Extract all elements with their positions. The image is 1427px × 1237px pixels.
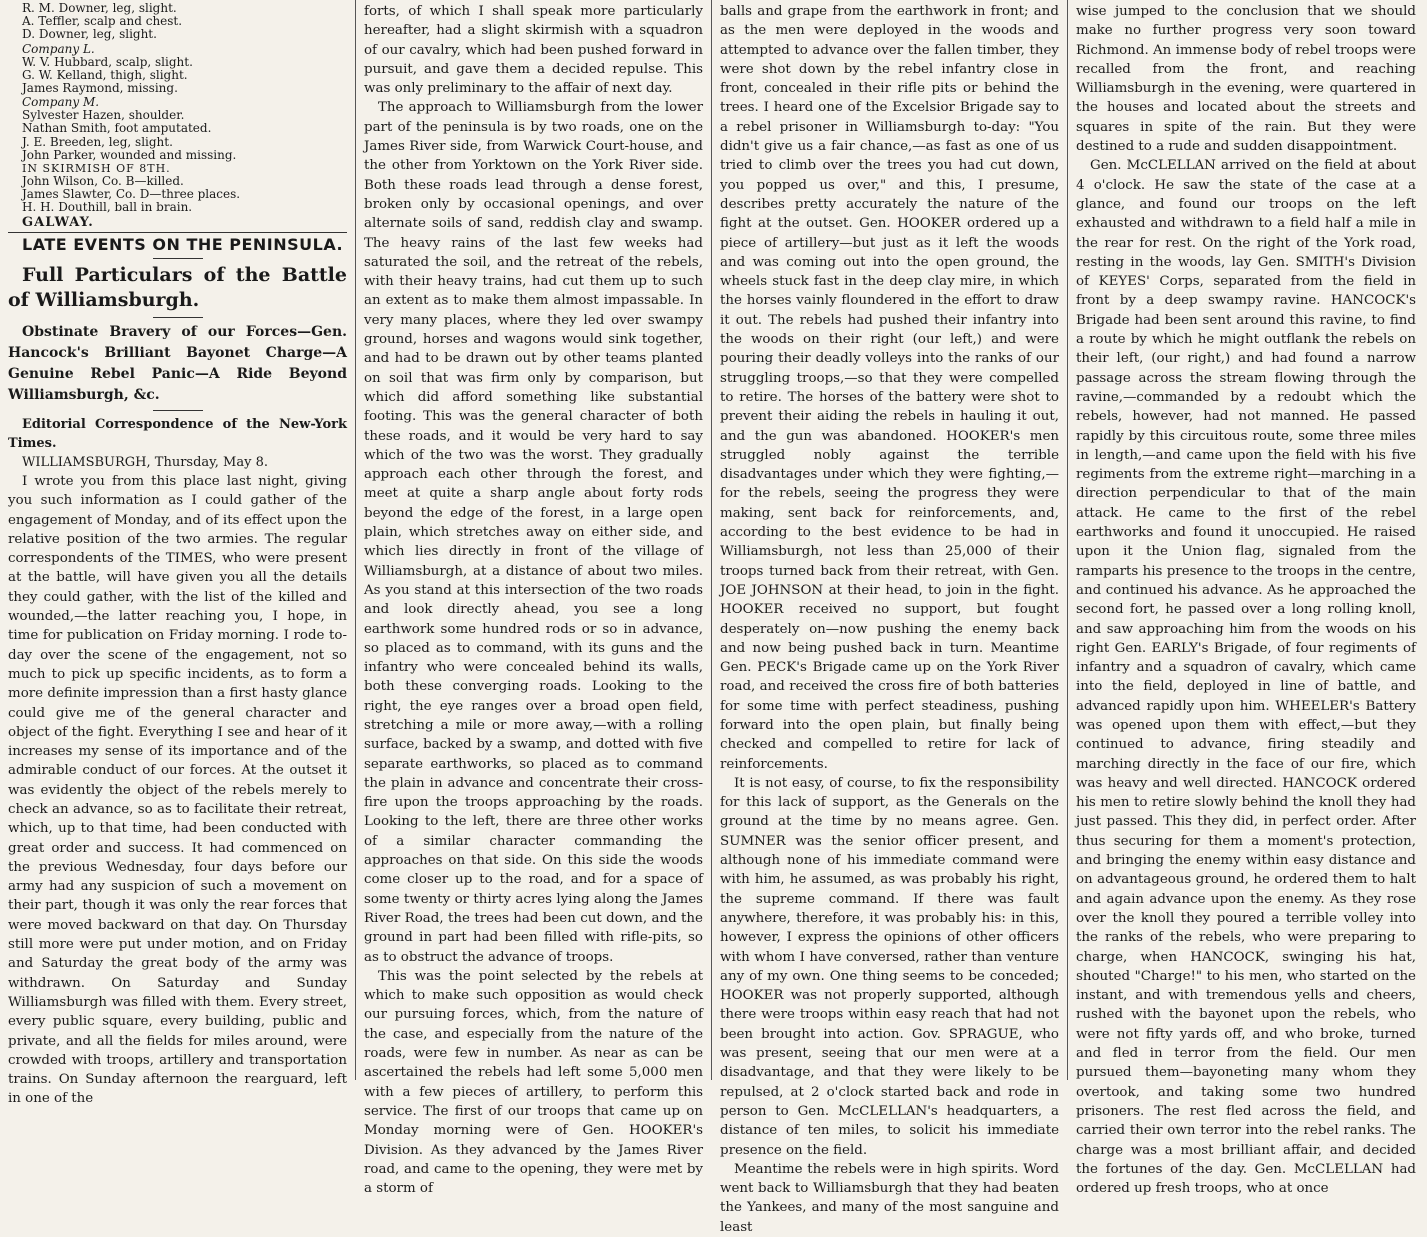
article-paragraph: Gen. McCLELLAN arrived on the field at about 4 o'clock. He saw the state of the case at a glance, and found our troops on the left exhausted and withdrawn to a field half a mile in the rear for rest. On the right of the York road, resting in the woods, lay Gen. SMITH's Division of KEYES' Corps, separated from the field in front by a deep swampy ravine. HANCOCK's Brigade had been sent around this ravine, to find a route by which he might outflank the rebels on their left, (our right,) and had found a narrow passage across the stream flowing through the ravine,—commanded by a redoubt which the rebels, however, had not manned. He passed rapidly by this circuitous route, some three miles in length,—and came upon the field with his five regiments from the extreme right—marching in a direction perpendicular to that of the main attack. He came to the first of the rebel earthworks and found it unoccupied. He raised upon it the Union flag, signaled from the ramparts his presence to the troops in the centre, and continued his advance. As he approached the second fort, he passed over a long rolling knoll, and saw approaching him from the woods on his right Gen. EARLY's Brigade, of four regiments of infantry and a squadron of cavalry, which came into the field, deployed in line of battle, and advanced rapidly upon him. WHEELER's Battery was opened upon them with effect,—but they continued to advance, firing steadily and marching directly in the face of our fire, which was heavy and well directed. HANCOCK ordered his men to retire slowly behind the knoll they had just passed. This they did, in perfect order. After thus securing for them a moment's protection, and bringing the enemy within easy distance and on advantageous ground, he ordered them to halt and again advance upon the enemy. As they rose over the knoll they poured a terrible volley into the ranks of the rebels, who were preparing to charge, when HANCOCK, swinging his hat, shouted "Charge!" to his men, who started on the instant, and with tremendous yells and cheers, rushed with the bayonet upon the rebels, who were not fifty yards off, and who broke, turned and fled in terror from the field. Our men pursued them—bayoneting many whom they overtook, and taking some two hundred prisoners. The rest fled across the field, and carried their own terror into the rebel ranks. The charge was a most brilliant affair, and decided the fortunes of the day. Gen. McCLELLAN had ordered up fresh troops, who at once bbox=[1076, 158, 1416, 1197]
column-2 bbox=[356, 0, 712, 1197]
casualty-entry: A. Teffler, scalp and chest. bbox=[22, 14, 183, 29]
article-paragraph: This was the point selected by the rebels at which to make such opposition as would check our pursuing forces, which, from the nature of the case, and especially from the nature of the roads, were few in number. As near as can be ascertained the rebels had left some 5,000 men with a few pieces of artillery, to perform this service. The first of our troops that came up on Monday morning were of Gen. HOOKER's Division. As they advanced by the James River road, and came to the opening, they were met by a storm of bbox=[364, 968, 703, 1197]
casualty-entry: H. H. Douthill, ball in brain. bbox=[22, 200, 193, 215]
correspondence-credit: Editorial Correspondence of the New-York Times. bbox=[8, 416, 347, 451]
article-paragraph: I wrote you from this place last night, giving you such information as I could gather of the engagement of Monday, and of its effect upon the relative position of the two armies. The regular correspondents of the TIMES, who were present at the battle, will have given you all the details they could gather, with the list of the killed and wounded,—the latter reaching you, I hope, in time for publication on Friday morning. I rode to-day over the scene of the engagement, not so much to pick up specific incidents, as to form a more definite impression than a first hasty glance could give me of the general character and object of the fight. Everything I see and hear of it increases my sense of its importance and of the admirable conduct of our forces. At the outset it was evidently the object of the rebels merely to check an advance, so as to facilitate their retreat, which, up to that time, had been conducted with great order and success. It had commenced on the previous Wednesday, four days before our army had any suspicion of such a movement on their part, though it was only the rear forces that were moved backward on that day. On Thursday still more were put under motion, and on Friday and Saturday the great body of the army was withdrawn. On Saturday and Sunday Williamsburgh was filled with them. Every street, every public square, every building, public and private, and all the fields for miles around, were crowded with troops, artillery and transportation trains. On Sunday afternoon the rearguard, left in one of the bbox=[8, 473, 347, 1107]
article-paragraph: It is not easy, of course, to fix the responsibility for this lack of support, as the Generals on the ground at the time by no means agree. Gen. SUMNER was the senior officer present, and although none of his immediate command were with him, he assumed, as was probably his right, the supreme command. If there was fault anywhere, therefore, it was probably his: in this, however, I express the opinions of other officers with whom I have conversed, rather than venture any of my own. One thing seems to be conceded; HOOKER was not properly supported, although there were troops within easy reach that had not been brought into action. Gov. SPRAGUE, who was present, seeing that our men were at a disadvantage, and that they were likely to be repulsed, at 2 o'clock started back and rode in person to Gen. McCLELLAN's headquarters, a distance of ten miles, to solicit his immediate presence on the field. bbox=[720, 775, 1059, 1158]
casualty-entry: Nathan Smith, foot amputated. bbox=[22, 121, 212, 136]
divider-rule bbox=[8, 232, 347, 233]
casualty-list-company-l bbox=[8, 56, 347, 96]
casualty-entry: W. V. Hubbard, scalp, slight. bbox=[22, 54, 193, 69]
casualty-entry: G. W. Kelland, thigh, slight. bbox=[22, 67, 188, 82]
casualty-entry: James Slawter, Co. D—three places. bbox=[22, 187, 241, 202]
casualty-entry: R. M. Downer, leg, slight. bbox=[22, 1, 177, 15]
company-m-heading: Company M. bbox=[22, 95, 100, 110]
article-paragraph: Meantime the rebels were in high spirits. Word went back to Williamsburgh that they had beaten the Yankees, and many of the most sanguine and least bbox=[720, 1161, 1059, 1235]
article-paragraph: The approach to Williamsburgh from the lower part of the peninsula is by two roads, one on the James River side, from Warwick Court-house, and the other from Yorktown on the York River side. Both these roads lead through a dense forest, broken only by occasional openings, and over alternate soils of sand, reddish clay and swamp. The heavy rains of the last few weeks had saturated the soil, and the retreat of the rebels, with their heavy trains, had cut them up to such an extent as to make them almost impassable. In very many places, where they led over swampy ground, horses and wagons would sink together, and had to be drawn out by other teams planted on soil that was firm only by comparison, but which did afford something like substantial footing. This was the general character of both these roads, and it would be very hard to say which of the two was the worst. They gradually approach each other through the forest, and meet at quite a sharp angle about forty rods beyond the edge of the forest, in a large open plain, which stretches away on either side, and which lies directly in front of the village of Williamsburgh, at a distance of about two miles. As you stand at this intersection of the two roads and look directly ahead, you see a long earthwork some hundred rods or so in advance, so placed as to command, with its guns and the infantry who were concealed behind its walls, both these converging roads. Looking to the right, the eye ranges over a broad open field, stretching a mile or more away,—with a rolling surface, backed by a swamp, and dotted with five separate earthworks, so placed as to command the plain in advance and concentrate their cross-fire upon the troops approaching by the roads. Looking to the left, there are three other works of a similar character commanding the approaches on that side. On this side the woods come closer up to the road, and for a space of some twenty or thirty acres lying along the James River Road, the trees had been cut down, and the ground in part had been filled with rifle-pits, so as to obstruct the advance of troops. bbox=[364, 100, 703, 965]
casualty-entry: James Raymond, missing. bbox=[22, 81, 178, 96]
section-headline: LATE EVENTS ON THE PENINSULA. bbox=[22, 234, 344, 254]
casualty-entry: Sylvester Hazen, shoulder. bbox=[22, 108, 185, 123]
article-paragraph: wise jumped to the conclusion that we should make no further progress very soon toward Richmond. An immense body of rebel troops were recalled from the front, and reaching Williamsburgh in the evening, were quartered in the houses and located about the streets and squares in spite of the rain. But they were destined to a rude and sudden disappointment. bbox=[1076, 4, 1416, 155]
casualty-list-skirmish bbox=[8, 175, 347, 215]
column-1 bbox=[0, 0, 356, 1107]
article-headline: Full Particulars of the Battle of Williamsburgh. bbox=[8, 263, 347, 311]
casualty-entry: John Wilson, Co. B—killed. bbox=[22, 174, 184, 189]
column-4 bbox=[1068, 0, 1424, 1197]
casualty-entry: J. E. Breeden, leg, slight. bbox=[22, 134, 173, 149]
casualty-entry: John Parker, wounded and missing. bbox=[22, 147, 237, 162]
company-l-heading: Company L. bbox=[22, 41, 95, 56]
article-paragraph: forts, of which I shall speak more particularly hereafter, had a slight skirmish with a squadron of our cavalry, which had been pushed forward in pursuit, and gave them a decided repulse. This was only preliminary to the affair of next day. bbox=[364, 4, 703, 97]
article-paragraph: balls and grape from the earthwork in front; and as the men were deployed in the woods and attempted to advance over the fallen timber, they were shot down by the rebel infantry close in front, concealed in their rifle pits or behind the trees. I heard one of the Excelsior Brigade say to a rebel prisoner in Williamsburgh to-day: "You didn't give us a fair chance,—as fast as one of us tried to climb over the trees you had cut down, you popped us over," and this, I presume, describes pretty accurately the nature of the fight at the outset. Gen. HOOKER ordered up a piece of artillery—but just as it left the woods and was coming out into the open ground, the wheels stuck fast in the deep clay mire, in which the horses vainly floundered in the effort to draw it out. The rebels had pushed their infantry into the woods on their right (our left,) and were pouring their deadly volleys into the ranks of our struggling troops,—so that they were compelled to retire. The horses of the battery were shot to prevent their aiding the rebels in hauling it out, and the gun was abandoned. HOOKER's men struggled nobly against the terrible disadvantages under which they were fighting,—for the rebels, seeing the progress they were making, sent back for reinforcements, and, according to the best evidence to be had in Williamsburgh, not less than 25,000 of their troops turned back from their retreat, with Gen. JOE JOHNSON at their head, to join in the fight. HOOKER received no support, but fought desperately on—now pushing the enemy back and now being pushed back in turn. Meantime Gen. PECK's Brigade came up on the York River road, and received the cross fire of both batteries for some time with perfect steadiness, pushing forward into the open plain, but finally being checked and compelled to retire for lack of reinforcements. bbox=[720, 4, 1059, 772]
article-deck: Obstinate Bravery of our Forces—Gen. Hancock's Brilliant Bayonet Charge—A Genuine Rebel Panic—A Ride Beyond Williamsburgh, &c. bbox=[8, 323, 347, 403]
skirmish-heading: IN SKIRMISH OF 8TH. bbox=[22, 162, 171, 176]
casualty-list-company-m bbox=[8, 109, 347, 162]
dateline: WILLIAMSBURGH, Thursday, May 8. bbox=[22, 454, 268, 470]
casualty-entry: D. Downer, leg, slight. bbox=[22, 27, 157, 42]
casualty-list-top bbox=[8, 2, 347, 42]
column-3 bbox=[712, 0, 1068, 1235]
correspondent-signature: GALWAY. bbox=[22, 214, 94, 230]
divider-rule bbox=[153, 317, 203, 318]
divider-rule bbox=[153, 258, 203, 259]
divider-rule bbox=[153, 410, 203, 411]
